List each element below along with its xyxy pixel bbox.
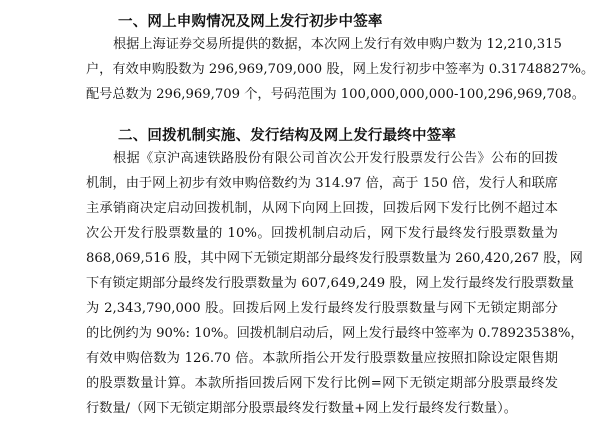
section2-line-1: 根据《京沪高速铁路股份有限公司首次公开发行股票发行公告》公布的回拨 bbox=[113, 151, 558, 166]
section2-line-11: 行数量/（网下无锁定期部分股票最终发行数量+网上发行最终发行数量）。 bbox=[86, 401, 517, 416]
section2-line-9: 有效申购倍数为 126.70 倍。本款所指公开发行股票数量应按照扣除设定限售期 bbox=[86, 351, 558, 366]
section1-line-3: 配号总数为 296,969,709 个，号码范围为 100,000,000,000-100,296,969,708。 bbox=[86, 87, 585, 102]
section2-line-4: 次公开发行股票数量的 10%。回拨机制启动后，网下发行最终发行股票数量为 bbox=[86, 226, 558, 241]
section2-line-6: 下有锁定期部分最终发行股票数量为 607,649,249 股，网上发行最终发行股票数量 bbox=[86, 276, 574, 291]
section1-line-1: 根据上海证券交易所提供的数据，本次网上发行有效申购户数为 12,210,315 bbox=[113, 37, 562, 52]
section1-line-2: 户，有效申购股数为 296,969,709,000 股，网上发行初步中签率为 0.31748827%。 bbox=[86, 62, 595, 77]
section1-heading: 一、网上申购情况及网上发行初步中签率 bbox=[118, 14, 383, 30]
section2-heading: 二、回拨机制实施、发行结构及网上发行最终中签率 bbox=[118, 128, 457, 144]
section2-line-7: 为 2,343,790,000 股。回拨后网上发行最终发行股票数量与网下无锁定期部分 bbox=[86, 301, 558, 316]
section2-line-3: 主承销商决定启动回拨机制，从网下向网上回拨，回拨后网下发行比例不超过本 bbox=[86, 201, 558, 216]
section2-line-10: 的股票数量计算。本款所指回拨后网下发行比例=网下无锁定期部分股票最终发 bbox=[86, 376, 558, 391]
section2-line-8: 的比例约为 90%: 10%。回拨机制启动后，网上发行最终中签率为 0.78923538%， bbox=[86, 326, 584, 341]
section2-line-5: 868,069,516 股，其中网下无锁定期部分最终发行股票数量为 260,420,267 股，网 bbox=[86, 251, 583, 266]
section2-line-2: 机制，由于网上初步有效申购倍数约为 314.97 倍，高于 150 倍，发行人和联席 bbox=[86, 176, 558, 191]
